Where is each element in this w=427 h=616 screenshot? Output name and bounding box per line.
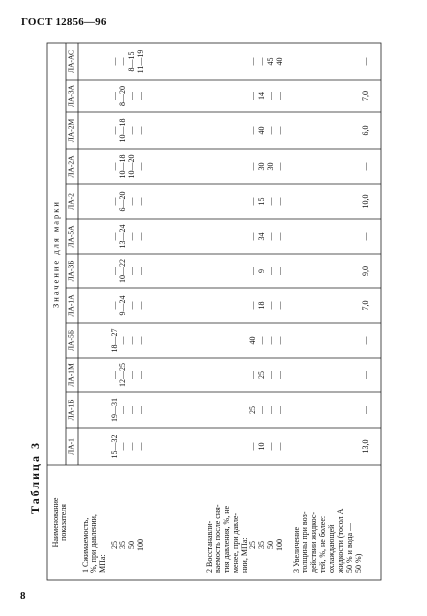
indicator-name-line: тия давления, %, не <box>221 505 231 573</box>
indicator-name-line: 3 Увеличение <box>291 526 301 573</box>
table-cell: 9,0 <box>360 266 370 276</box>
table-cell: — <box>247 57 257 66</box>
mark-label: ЛА-2 <box>66 193 76 210</box>
table-cell: — <box>265 267 275 275</box>
indicator-name-line: действии жидкос- <box>308 511 318 573</box>
table-cell: 15 <box>256 197 266 206</box>
table-cell: — <box>247 126 257 135</box>
table-cell: — <box>265 301 275 310</box>
mark-label: ЛА-3Б <box>66 260 76 282</box>
table-cell: 11—19 <box>135 49 145 74</box>
mark-label: ЛА-5Б <box>66 329 76 352</box>
table-cell: 6,0 <box>360 125 370 136</box>
table-cell: — <box>135 232 145 241</box>
table-cell: 13—24 <box>117 224 127 249</box>
table-cell: 8—20 <box>117 86 127 106</box>
table-cell: — <box>265 92 275 100</box>
table-cell: — <box>117 57 127 66</box>
indicator-name-line: 50 % и вода — <box>344 522 354 573</box>
table-cell: — <box>109 371 119 379</box>
table-cell: 6—20 <box>117 191 127 212</box>
indicator-name-line: жидкости (тосол А <box>335 508 345 573</box>
table-cell: — <box>135 336 145 345</box>
table-cell: 9 <box>256 269 266 273</box>
table-cell: 10—20 <box>126 154 136 179</box>
table-cell: 10 <box>256 442 266 451</box>
table-cell: 12—25 <box>117 363 127 387</box>
table-caption: Таблица 3 <box>28 441 42 514</box>
table-cell: — <box>360 232 370 241</box>
table-cell: 8—15 <box>126 51 136 72</box>
table-border <box>47 43 381 580</box>
mark-label: ЛА-3А <box>66 84 76 108</box>
table-cell: — <box>360 371 370 379</box>
table-cell: 34 <box>256 232 266 241</box>
table-cell: — <box>109 126 119 135</box>
table-cell: — <box>247 92 257 100</box>
table-cell: — <box>135 162 145 171</box>
table-cell: — <box>265 126 275 135</box>
table-cell: — <box>265 371 275 379</box>
table-cell: — <box>117 336 127 345</box>
table-cell: 40 <box>247 336 257 345</box>
mark-label: ЛА-АС <box>66 49 76 74</box>
mark-label: ЛА-1 <box>66 438 76 455</box>
table-cell: — <box>109 92 119 100</box>
table-cell: — <box>274 371 284 379</box>
table-cell: 30 <box>256 162 266 171</box>
table-cell: — <box>274 406 284 414</box>
table-cell: 25 <box>256 371 266 379</box>
table-cell: — <box>126 371 136 379</box>
table-cell: 18 <box>256 301 266 310</box>
table-cell: 30 <box>265 162 275 171</box>
table-cell: — <box>256 57 266 66</box>
table-cell: — <box>265 197 275 206</box>
table-cell: — <box>135 92 145 100</box>
table-cell: — <box>274 267 284 275</box>
name-header-line: показателя <box>58 504 68 541</box>
table-cell: — <box>274 232 284 241</box>
table-cell: — <box>360 406 370 414</box>
table-cell: — <box>274 301 284 310</box>
table-cell: 15—32 <box>109 434 119 459</box>
mark-label: ЛА-1А <box>66 294 76 317</box>
table-cell: — <box>126 232 136 241</box>
table-cell: — <box>109 162 119 171</box>
mark-label: ЛА-5А <box>66 225 76 248</box>
indicator-name-line: менее, при давле- <box>230 512 240 573</box>
table-cell: — <box>126 126 136 135</box>
table-cell: 10—22 <box>117 259 127 283</box>
indicator-name-line: 1 Сжимаемость, <box>80 517 90 573</box>
table-cell: 14 <box>256 92 266 100</box>
table-cell: — <box>265 442 275 451</box>
pressure-label: 50 <box>265 541 275 549</box>
pressure-label: 100 <box>274 539 284 551</box>
table-cell: 45 <box>265 57 275 66</box>
table-cell: — <box>135 371 145 379</box>
mark-label: ЛА-1Б <box>66 399 76 421</box>
table-cell: — <box>126 442 136 451</box>
table-cell: 40 <box>256 126 266 135</box>
indicator-name-line: тей, %, не более: <box>317 515 327 573</box>
table-cell: — <box>126 406 136 414</box>
table-cell: — <box>274 442 284 451</box>
table-cell: — <box>256 336 266 345</box>
table-cell: — <box>274 336 284 345</box>
table-cell: — <box>265 232 275 241</box>
table-cell: — <box>247 301 257 310</box>
table-cell: — <box>126 336 136 345</box>
table-cell: — <box>126 197 136 206</box>
table-cell: — <box>256 406 266 414</box>
table-cell: — <box>135 126 145 135</box>
table-cell: — <box>247 232 257 241</box>
table-cell: 40 <box>274 57 284 66</box>
table-cell: — <box>247 162 257 171</box>
table-cell: — <box>109 232 119 241</box>
table-cell: — <box>126 267 136 275</box>
pressure-label: 35 <box>256 541 266 549</box>
table-cell: 18—27 <box>109 328 119 353</box>
mark-label: ЛА-1М <box>66 363 76 387</box>
table-cell: — <box>360 336 370 345</box>
table-cell: 10—18 <box>117 118 127 143</box>
pressure-label: 100 <box>135 539 145 551</box>
table-cell: — <box>360 57 370 66</box>
pressure-label: 35 <box>117 541 127 549</box>
table-cell: 7,0 <box>360 300 370 311</box>
table-cell: — <box>247 267 257 275</box>
page-number: 8 <box>20 590 26 602</box>
name-header-line: Наименование <box>50 497 60 548</box>
table-cell: — <box>109 197 119 206</box>
indicator-name-line: 2 Восстанавли- <box>204 520 214 573</box>
table-cell: — <box>274 126 284 135</box>
table-cell: — <box>265 406 275 414</box>
table-cell: — <box>117 442 127 451</box>
indicator-name-line: 50 %) <box>353 553 363 573</box>
table-cell: — <box>265 336 275 345</box>
table-cell: — <box>126 92 136 100</box>
table-cell: 25 <box>247 406 257 414</box>
table-cell: — <box>247 442 257 451</box>
table-cell: 13,0 <box>360 439 370 454</box>
table-cell: — <box>274 92 284 100</box>
pressure-label: 25 <box>109 541 119 549</box>
indicator-name-line: ваемость после сня- <box>212 504 222 573</box>
indicator-name-line: охлаждающей <box>326 524 336 573</box>
indicator-name-line: МПа: <box>97 554 107 573</box>
table-cell: — <box>360 162 370 171</box>
table-cell: 10,0 <box>360 194 370 209</box>
table-cell: — <box>247 371 257 379</box>
pressure-label: 50 <box>126 541 136 549</box>
indicator-name-line: %, при давлении, <box>88 514 98 573</box>
table-cell: — <box>109 301 119 310</box>
indicator-name-line: толщины при воз- <box>299 511 309 573</box>
document-header: ГОСТ 12856—96 <box>21 16 107 28</box>
mark-label: ЛА-2М <box>66 118 76 143</box>
table-cell: — <box>109 267 119 275</box>
table-cell: 19—31 <box>109 398 119 422</box>
table-cell: 9—24 <box>117 295 127 316</box>
table-cell: — <box>135 267 145 275</box>
table-cell: — <box>109 57 119 66</box>
table-cell: 7,0 <box>360 91 370 101</box>
table-cell: — <box>274 197 284 206</box>
table-cell: — <box>135 442 145 451</box>
pressure-label: 25 <box>247 541 257 549</box>
table-cell: — <box>274 162 284 171</box>
mark-label: ЛА-2А <box>66 155 76 178</box>
table-cell: — <box>117 406 127 414</box>
table-cell: 10—18 <box>117 154 127 179</box>
indicator-name-line: нии, МПа: <box>239 537 249 573</box>
group-header: Значение для марки <box>50 200 61 308</box>
table-cell: — <box>126 301 136 310</box>
table-cell: — <box>135 301 145 310</box>
table-cell: — <box>135 197 145 206</box>
table-cell: — <box>247 197 257 206</box>
table-cell: — <box>135 406 145 414</box>
